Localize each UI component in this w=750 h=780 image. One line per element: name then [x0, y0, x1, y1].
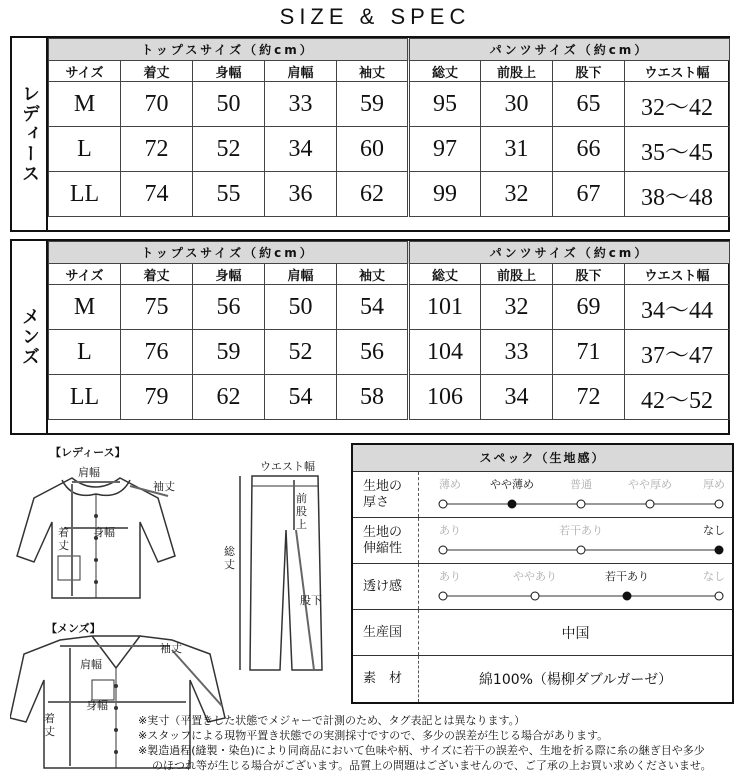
scale-option-label: あり: [439, 570, 461, 583]
measure-cell: 54: [265, 375, 337, 420]
col-header: ウエスト幅: [625, 61, 730, 82]
note-line: のほつれ等が生じる場合がございます。品質上の問題はございませんので、ご了承の上お買い求めくださいませ。: [152, 759, 712, 772]
measure-cell: 62: [193, 375, 265, 420]
scale-selected-dot: [623, 592, 631, 600]
measure-cell: 75: [121, 285, 193, 330]
waist-label: ウエスト幅: [260, 460, 315, 473]
measure-cell: 50: [193, 82, 265, 127]
scale-option-label: 薄め: [439, 478, 461, 491]
scale-option-label: ややあり: [513, 570, 557, 583]
note-line: ※スタッフによる現物平置き状態での実測採寸ですので、多少の誤差が生じる場合があります。: [138, 729, 609, 742]
measure-cell: 99: [409, 172, 481, 217]
measure-cell: 65: [553, 82, 625, 127]
ladies-size-table: [10, 36, 730, 232]
ladies-side-label: レディース: [12, 38, 48, 230]
col-header: ウエスト幅: [625, 264, 730, 285]
mens-sleeve-label: 袖丈: [160, 642, 182, 655]
measure-cell: 67: [553, 172, 625, 217]
scale-dot: [439, 546, 447, 554]
pants-group-header: パンツサイズ（約cm）: [409, 242, 730, 264]
material-value: 綿100%（楊柳ダブルガーゼ）: [478, 672, 673, 688]
col-header: 前股上: [481, 264, 553, 285]
col-header: サイズ: [49, 264, 121, 285]
scale-option-label: 若干あり: [559, 524, 603, 537]
measure-cell: 106: [409, 375, 481, 420]
col-header: サイズ: [49, 61, 121, 82]
measure-cell: 56: [337, 330, 409, 375]
size-row: [49, 172, 730, 217]
measure-cell: 79: [121, 375, 193, 420]
spec-label: 生地の伸縮性: [353, 518, 419, 563]
col-header: 袖丈: [337, 61, 409, 82]
notes: [138, 713, 712, 773]
col-header: 肩幅: [265, 61, 337, 82]
measure-cell: 70: [121, 82, 193, 127]
sleeve-label: 袖丈: [153, 480, 175, 493]
ladies-table: [48, 38, 730, 217]
measure-cell: 34: [481, 375, 553, 420]
scale-dot: [439, 500, 447, 508]
measure-cell: 38〜48: [625, 172, 730, 217]
size-row: [49, 330, 730, 375]
mens-chest-label: 身幅: [86, 699, 108, 712]
measure-cell: 32: [481, 285, 553, 330]
measure-cell: 33: [481, 330, 553, 375]
measure-cell: 54: [337, 285, 409, 330]
measure-cell: 52: [193, 127, 265, 172]
col-header: 袖丈: [337, 264, 409, 285]
pants-group-header: パンツサイズ（約cm）: [409, 39, 730, 61]
scale-option-label: やや薄め: [490, 478, 534, 491]
tops-group-header: トップスサイズ（約cm）: [49, 242, 409, 264]
measure-cell: 62: [337, 172, 409, 217]
size-cell: LL: [49, 172, 121, 217]
measure-cell: 59: [193, 330, 265, 375]
spec-row-sheer: [353, 564, 732, 610]
col-header: 前股上: [481, 61, 553, 82]
chest-label: 身幅: [93, 526, 115, 539]
measure-cell: 52: [265, 330, 337, 375]
size-cell: L: [49, 127, 121, 172]
size-row: [49, 285, 730, 330]
scale-dot: [577, 546, 585, 554]
sheer-scale: [419, 564, 732, 609]
scale-option-label: 若干あり: [605, 570, 649, 583]
measure-cell: 37〜47: [625, 330, 730, 375]
rise-label: 前股上: [296, 492, 307, 531]
stretch-scale: [419, 518, 732, 563]
mens-shoulder-label: 肩幅: [80, 658, 102, 671]
scale-selected-dot: [715, 546, 723, 554]
page-title: SIZE & SPEC: [279, 4, 471, 29]
size-cell: LL: [49, 375, 121, 420]
mens-illustration-tag: 【メンズ】: [46, 622, 101, 635]
mens-length-label: 着丈: [44, 712, 55, 738]
origin-value: 中国: [561, 625, 590, 642]
col-header: 股下: [553, 264, 625, 285]
measure-cell: 71: [553, 330, 625, 375]
spec-heading: スペック（生地感）: [353, 445, 732, 472]
col-header: 身幅: [193, 264, 265, 285]
size-cell: L: [49, 330, 121, 375]
scale-dot: [715, 592, 723, 600]
measure-cell: 35〜45: [625, 127, 730, 172]
scale-option-label: あり: [439, 524, 461, 537]
measure-cell: 30: [481, 82, 553, 127]
mens-side-label: メンズ: [12, 241, 48, 433]
spec-row-thickness: [353, 472, 732, 518]
tops-group-header: トップスサイズ（約cm）: [49, 39, 409, 61]
measure-cell: 72: [121, 127, 193, 172]
size-cell: M: [49, 82, 121, 127]
measure-cell: 36: [265, 172, 337, 217]
scale-dot: [531, 592, 539, 600]
spec-table: [351, 443, 734, 704]
col-header: 着丈: [121, 264, 193, 285]
size-row: [49, 127, 730, 172]
scale-dot: [646, 500, 654, 508]
total-length-label: 総丈: [224, 545, 235, 571]
length-label: 着丈: [58, 526, 69, 552]
measure-cell: 97: [409, 127, 481, 172]
measure-cell: 34〜44: [625, 285, 730, 330]
measure-cell: 32〜42: [625, 82, 730, 127]
col-header: 着丈: [121, 61, 193, 82]
spec-label: 生産国: [353, 610, 419, 655]
measure-cell: 76: [121, 330, 193, 375]
size-row: [49, 375, 730, 420]
pants-illustration: [230, 470, 340, 675]
measure-cell: 72: [553, 375, 625, 420]
size-row: [49, 82, 730, 127]
scale-selected-dot: [508, 500, 516, 508]
col-header: 総丈: [409, 264, 481, 285]
measure-cell: 34: [265, 127, 337, 172]
ladies-illustration-tag: 【レディース】: [50, 446, 126, 459]
spec-label: 素 材: [353, 656, 419, 702]
spec-row-origin: [353, 610, 732, 656]
measure-cell: 74: [121, 172, 193, 217]
spec-row-material: [353, 656, 732, 702]
spec-row-stretch: [353, 518, 732, 564]
shoulder-label: 肩幅: [78, 466, 100, 479]
measure-cell: 56: [193, 285, 265, 330]
measure-cell: 58: [337, 375, 409, 420]
measure-cell: 55: [193, 172, 265, 217]
scale-option-label: なし: [703, 570, 725, 583]
col-header: 肩幅: [265, 264, 337, 285]
note-line: ※製造過程(縫製・染色)により同商品において色味や柄、サイズに若干の誤差や、生地を折る際に糸の継ぎ目や多少: [138, 744, 705, 757]
col-header: 身幅: [193, 61, 265, 82]
measure-cell: 95: [409, 82, 481, 127]
measure-cell: 32: [481, 172, 553, 217]
col-header: 股下: [553, 61, 625, 82]
thickness-scale: [419, 472, 732, 517]
measure-cell: 31: [481, 127, 553, 172]
note-line: ※実寸（平置きした状態でメジャーで計測のため、タグ表記とは異なります。）: [138, 714, 526, 727]
measure-cell: 69: [553, 285, 625, 330]
measure-cell: 33: [265, 82, 337, 127]
measure-cell: 104: [409, 330, 481, 375]
measure-cell: 101: [409, 285, 481, 330]
measure-cell: 50: [265, 285, 337, 330]
mens-size-table: [10, 239, 730, 435]
scale-dot: [577, 500, 585, 508]
scale-option-label: 厚め: [703, 478, 725, 491]
mens-table: [48, 241, 730, 420]
measure-cell: 42〜52: [625, 375, 730, 420]
spec-label: 透け感: [353, 564, 419, 609]
size-cell: M: [49, 285, 121, 330]
col-header: 総丈: [409, 61, 481, 82]
scale-option-label: なし: [703, 524, 725, 537]
scale-option-label: やや厚め: [628, 478, 672, 491]
scale-dot: [715, 500, 723, 508]
inseam-label: 股下: [300, 594, 322, 607]
scale-dot: [439, 592, 447, 600]
spec-label: 生地の厚さ: [353, 472, 419, 517]
measure-cell: 60: [337, 127, 409, 172]
scale-option-label: 普通: [570, 478, 592, 491]
measure-cell: 66: [553, 127, 625, 172]
measure-cell: 59: [337, 82, 409, 127]
